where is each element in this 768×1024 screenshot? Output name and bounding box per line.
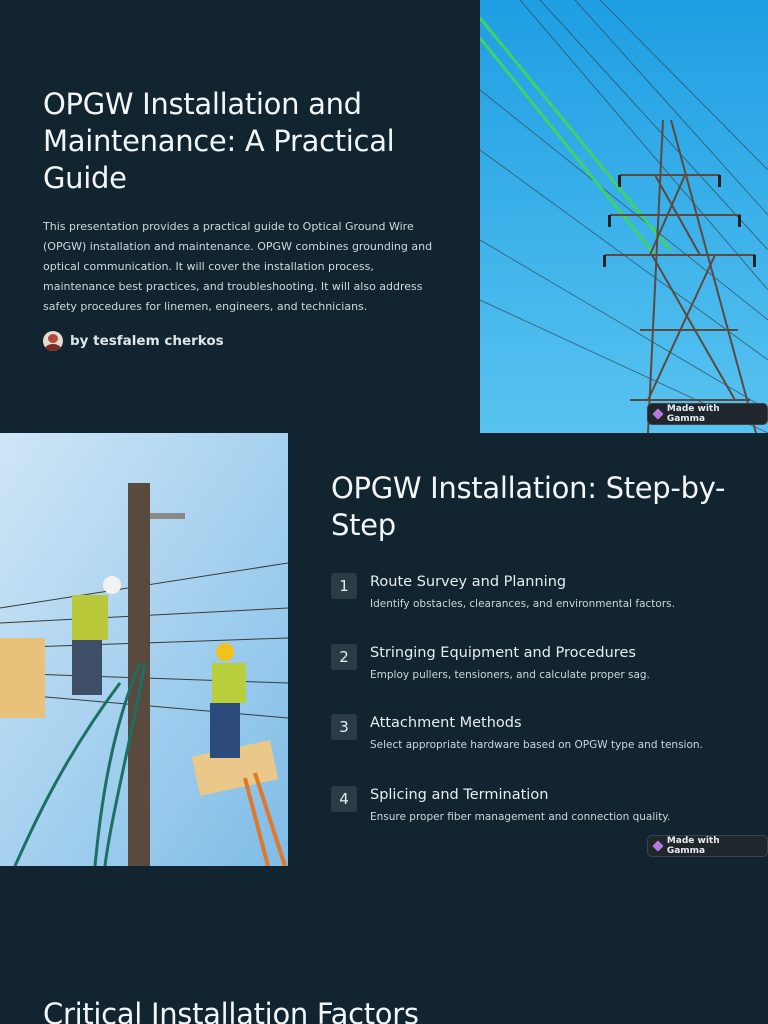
avatar	[43, 331, 63, 351]
step-number: 1	[331, 573, 357, 599]
step-number: 4	[331, 786, 357, 812]
step-description: Employ pullers, tensioners, and calculate proper sag.	[370, 669, 650, 681]
step-text	[370, 573, 675, 610]
step-title: Stringing Equipment and Procedures	[370, 645, 636, 661]
step-item	[331, 786, 670, 823]
author-line	[43, 331, 443, 351]
gamma-logo-icon	[652, 408, 663, 419]
slide-installation-steps	[0, 433, 768, 866]
step-number: 2	[331, 644, 357, 670]
step-title: Splicing and Termination	[370, 787, 549, 803]
step-item	[331, 714, 703, 751]
step-item	[331, 573, 675, 610]
section-title: OPGW Installation: Step-by-Step	[331, 471, 726, 542]
presentation-description: This presentation provides a practical guide to Optical Ground Wire (OPGW) installation and maintenance. OPGW combines grounding and optical communication. It will cover the installation process, maintenance best practices, and troubleshooting. It will also address safety procedures for linemen, engineers, and technicians.	[43, 220, 433, 313]
slide-critical-factors	[0, 866, 768, 1024]
step-text	[370, 644, 650, 681]
gamma-logo-icon	[652, 840, 663, 851]
made-with-gamma-badge[interactable]	[647, 403, 768, 425]
transmission-tower-photo	[480, 0, 768, 433]
section-title: Critical Installation Factors	[43, 997, 419, 1024]
step-text	[370, 786, 670, 823]
step-number: 3	[331, 714, 357, 740]
step-item	[331, 644, 650, 681]
presentation-title: OPGW Installation and Maintenance: A Practical Guide	[43, 87, 395, 195]
step-description: Ensure proper fiber management and connection quality.	[370, 811, 671, 823]
step-text	[370, 714, 703, 751]
linemen-on-pole-photo	[0, 433, 288, 866]
badge-label: Made with Gamma	[666, 836, 720, 856]
step-title: Route Survey and Planning	[370, 574, 567, 590]
badge-label: Made with Gamma	[666, 404, 720, 424]
step-description: Identify obstacles, clearances, and environmental factors.	[370, 598, 675, 610]
author-name: by tesfalem cherkos	[70, 333, 224, 349]
step-description: Select appropriate hardware based on OPGW type and tension.	[370, 739, 703, 751]
title-block	[43, 86, 443, 351]
made-with-gamma-badge[interactable]	[647, 835, 768, 857]
step-title: Attachment Methods	[370, 715, 522, 731]
slide-title	[0, 0, 768, 433]
